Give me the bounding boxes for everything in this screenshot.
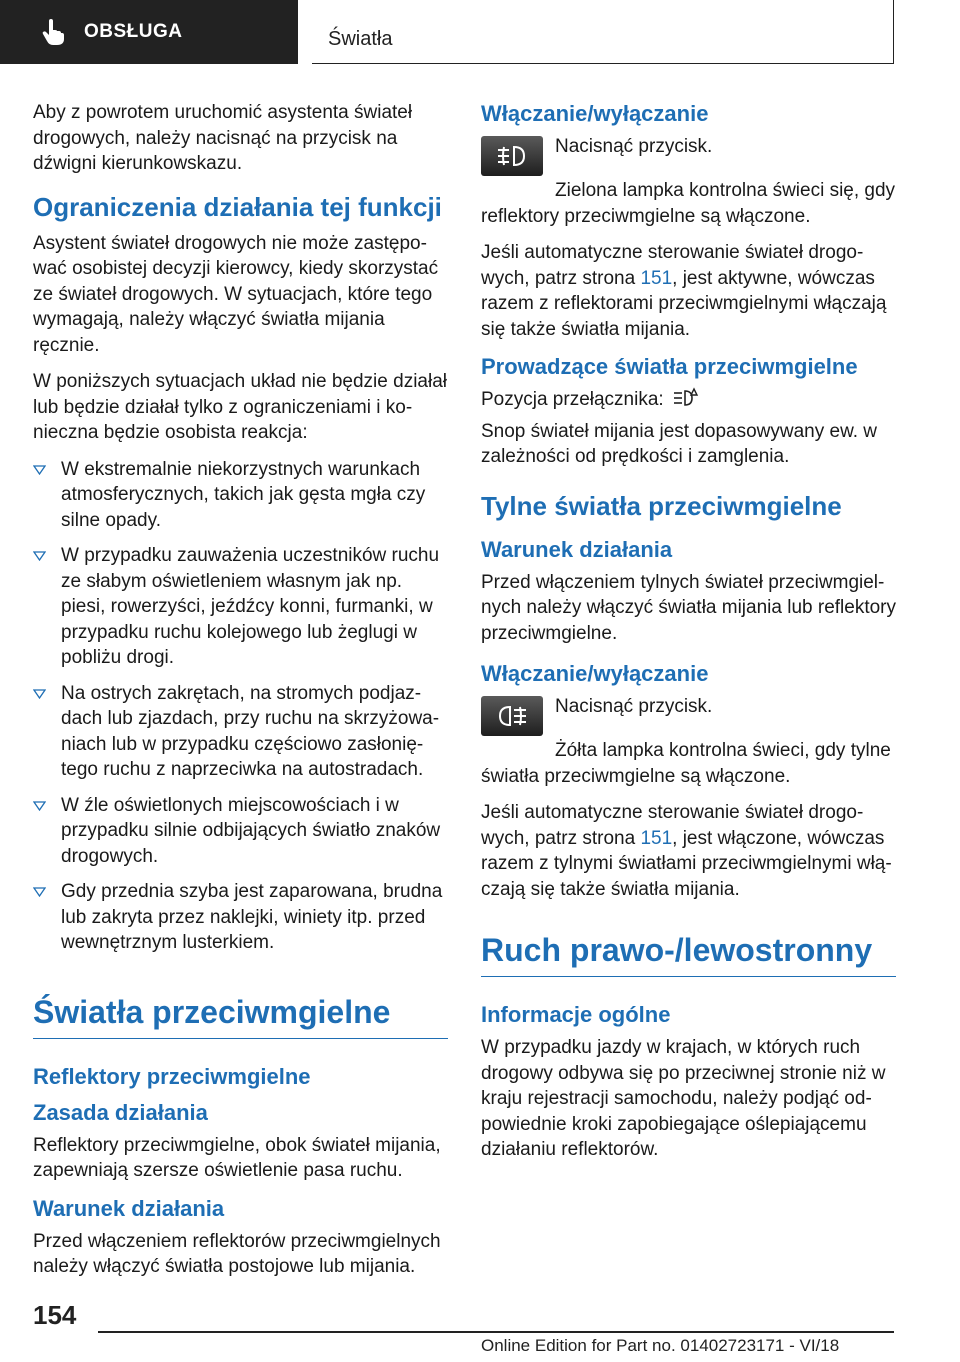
- right-column: [481, 100, 896, 1174]
- lamp-text-1: Zielona lampka kontrolna świeci się, gdy reflektory przeciwmgielne są włączone.: [481, 180, 896, 227]
- heading-general: Informacje ogólne: [481, 1002, 671, 1027]
- triangle-bullet-icon: [33, 801, 46, 811]
- list-item: W ekstremalnie niekorzystnych warunkach atmosferycznych, takich jak gęsta mgła czy silne opady.: [33, 457, 448, 534]
- guided-fog-symbol-icon: [672, 387, 700, 409]
- heading-condition-rear: Warunek działania: [481, 536, 673, 562]
- page-number: 154: [33, 1300, 77, 1330]
- rear-fog-light-icon: [494, 704, 530, 728]
- section-tab: [0, 0, 298, 64]
- beam-paragraph: Snop świateł mijania jest dopasowywany ew. w zależności od prędkości i zamglenia.: [481, 420, 878, 467]
- footer-edition: Online Edition for Part no. 01402723171 - VI/18: [481, 1336, 840, 1355]
- condition-rear-paragraph: Przed włączeniem tylnych świateł przeciwmgielnych należy włączyć światła mijania lub reflektory przeciwmgielne.: [481, 571, 896, 644]
- heading-traffic: Ruch prawo-/lewostronny: [481, 930, 896, 977]
- general-paragraph: W przypadku jazdy w krajach, w których ruch drogowy odbywa się po przeciwnej stronie niż w kraju rejestracji samochodu, należy podjąć odpowiednie kroki zapobiegające oślepiającemu działaniu reflektorów.: [481, 1037, 886, 1160]
- front-fog-light-icon: [494, 144, 530, 168]
- page-title: Światła: [328, 28, 393, 50]
- heading-rear-fog: Tylne światła przeciwmgielne: [481, 490, 842, 521]
- rear-fog-button-row: [481, 694, 896, 742]
- triangle-bullet-icon: [33, 551, 46, 561]
- press-button-2: Nacisnąć przycisk.: [555, 696, 713, 717]
- list-item: Gdy przednia szyba jest zaparowana, brudna lub zakryta przez naklejki, winiety itp. przed wewnętrznym lusterkiem.: [33, 879, 448, 956]
- heading-onoff-front: Włączanie/wyłączanie: [481, 101, 709, 126]
- heading-fog-lights: Światła przeciwmgielne: [33, 992, 448, 1039]
- heading-guided-fog: Prowadzące światła przeciwmgielne: [481, 354, 858, 379]
- triangle-bullet-icon: [33, 465, 46, 475]
- principle-paragraph: Reflektory przeciwmgielne, obok świateł mijania, zapewniają szersze oświetlenie pasa ruchu.: [33, 1134, 441, 1181]
- heading-principle: Zasada działania: [33, 1099, 208, 1125]
- list-item: Na ostrych zakrętach, na stromych podjazdach lub zjazdach, przy ruchu na skrzyżowaniach lub w przypadku częściowo zasłoniętego ruchu z naprzeciwka na autostradach.: [33, 681, 448, 783]
- triangle-bullet-icon: [33, 887, 46, 897]
- page-link-151[interactable]: 151: [640, 827, 673, 849]
- page-link-151[interactable]: 151: [640, 267, 673, 289]
- limits-paragraph-1: Asystent świateł drogowych nie może zastępować osobistej decyzji kierowcy, kiedy skorzystać ze świateł drogowych. W sytuacjach, które tego wymagają, należy włączyć światła mijania ręcznie.: [33, 232, 439, 356]
- list-item: W źle oświetlonych miejscowościach i w przypadku silnie odbijających światło znaków drogowych.: [33, 793, 448, 870]
- heading-condition: Warunek działania: [33, 1195, 225, 1221]
- front-fog-button-row: [481, 134, 896, 182]
- intro-paragraph: Aby z powrotem uruchomić asystenta świateł drogowych, należy nacisnąć na przycisk na dźwigni kierunkowskazu.: [33, 102, 413, 174]
- switch-position: Pozycja przełącznika:: [481, 387, 896, 413]
- header-title-box: [312, 0, 894, 64]
- heading-limits: Ograniczenia działania tej funkcji: [33, 191, 442, 222]
- auto-paragraph-1: Jeśli automatyczne sterowanie świateł drogowych, patrz strona 151, jest aktywne, wówczas razem z reflektorami przeciwmgielnymi włączają się także światła mijania.: [481, 242, 887, 340]
- footer-divider: [98, 1331, 894, 1333]
- rear-fog-button[interactable]: [481, 696, 543, 736]
- limits-list: [33, 457, 448, 956]
- lamp-text-2: Żółta lampka kontrolna świeci, gdy tylne światła przeciwmgielne są włączone.: [481, 740, 891, 787]
- auto-paragraph-2: Jeśli automatyczne sterowanie świateł drogowych, patrz strona 151, jest włączone, wówczas razem z tylnymi światłami przeciwmgielnymi włączają się także światła mijania.: [481, 802, 892, 900]
- triangle-bullet-icon: [33, 689, 46, 699]
- list-item: W przypadku zauważenia uczestników ruchu ze słabym oświetleniem własnym jak np. piesi, rowerzyści, jeźdźcy konni, furmanki, w przypadku ruchu kolejowego lub żeglugi w pobliżu drogi.: [33, 543, 448, 671]
- press-button-1: Nacisnąć przycisk.: [555, 136, 713, 157]
- section-label: OBSŁUGA: [84, 21, 183, 42]
- heading-onoff-rear: Włączanie/wyłączanie: [481, 661, 709, 686]
- heading-front-fog: Reflektory przeciwmgielne: [33, 1063, 311, 1089]
- front-fog-button[interactable]: [481, 136, 543, 176]
- left-column: [33, 100, 448, 1291]
- hand-pointer-icon: [42, 19, 64, 45]
- condition-paragraph: Przed włączeniem reflektorów przeciwmgielnych należy włączyć światła postojowe lub mijania.: [33, 1230, 441, 1277]
- limits-paragraph-2: W poniższych sytuacjach układ nie będzie działał lub będzie działał tylko z ograniczeniami i konieczna będzie osobista reakcja:: [33, 371, 447, 443]
